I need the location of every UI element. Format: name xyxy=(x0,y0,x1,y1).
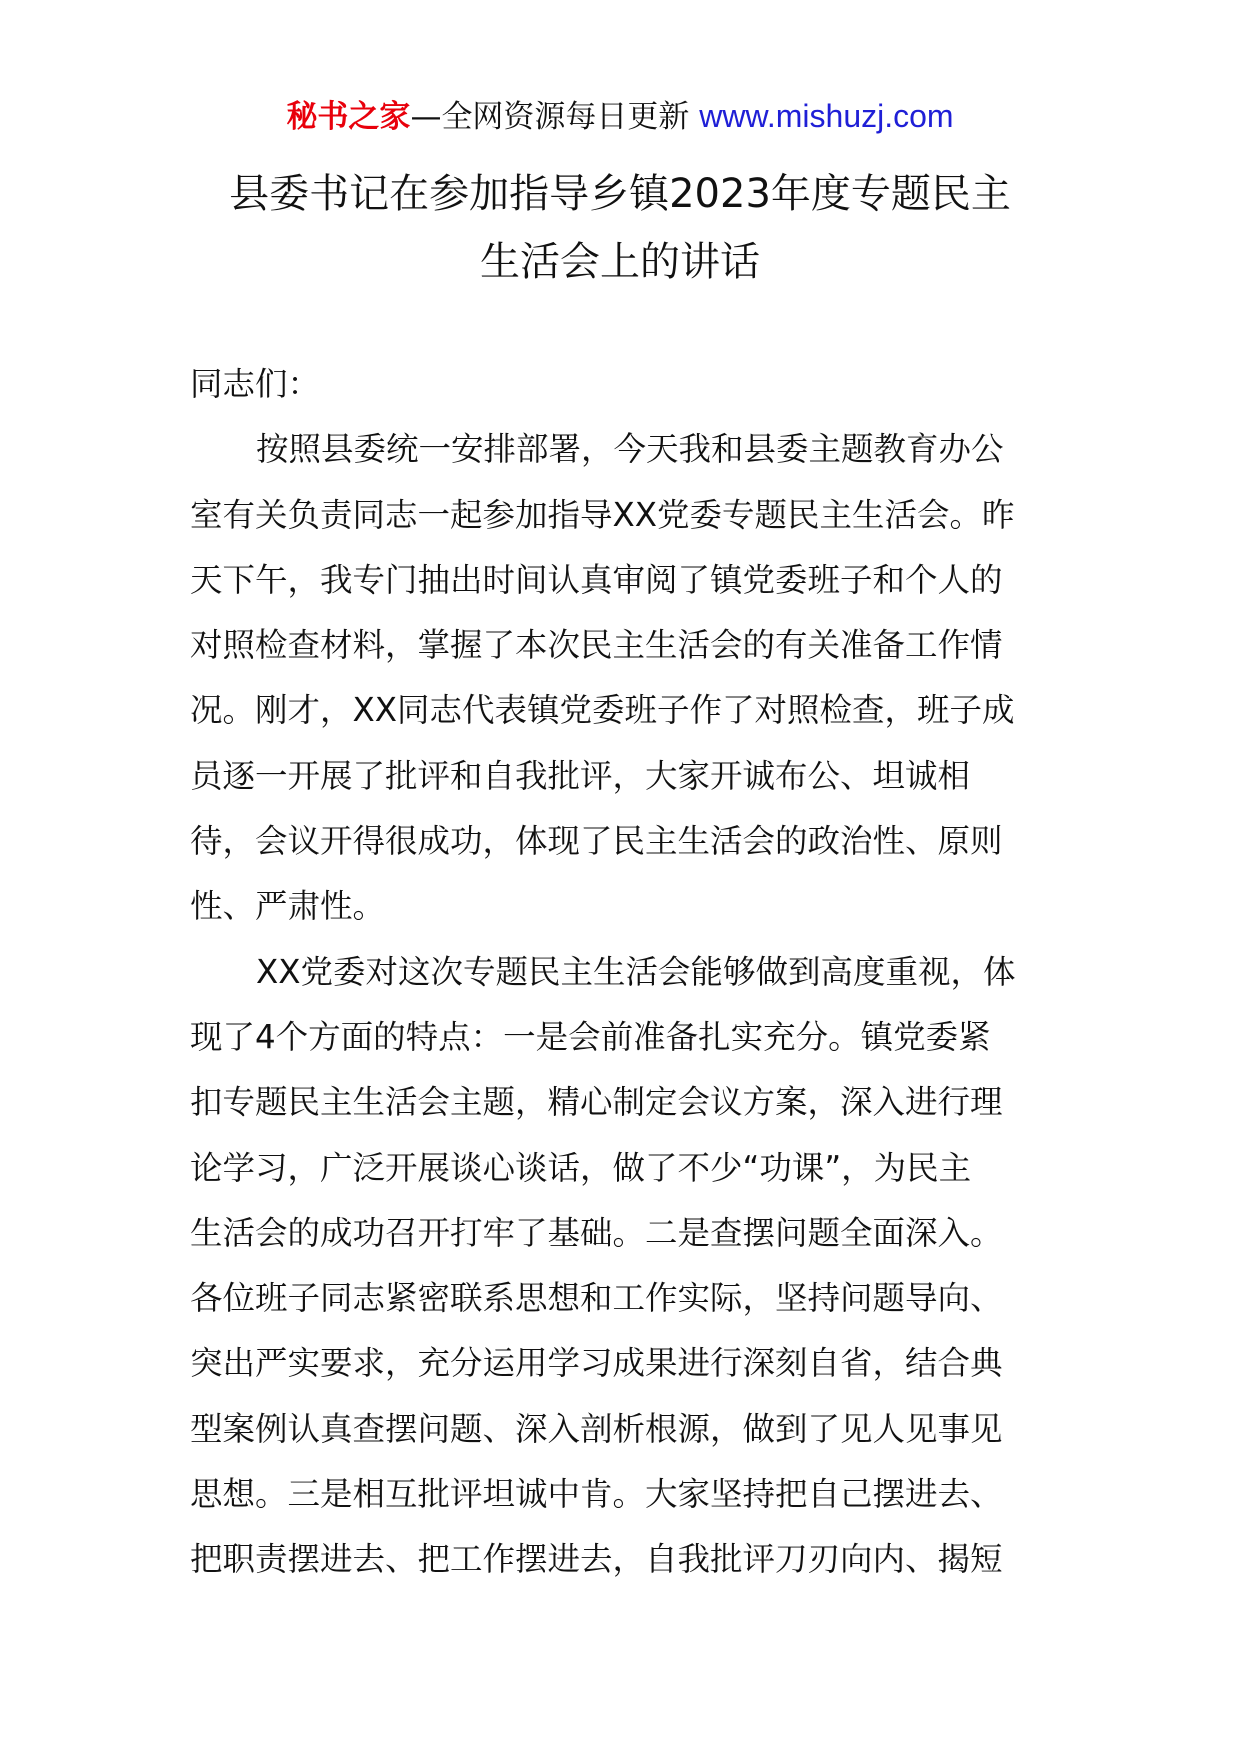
paragraph-line: XX党委对这次专题民主生活会能够做到高度重视，体 xyxy=(256,952,1016,991)
paragraph-line: 员逐一开展了批评和自我批评，大家开诚布公、坦诚相 xyxy=(190,756,971,795)
paragraph-line: 现了4个方面的特点：一是会前准备扎实充分。镇党委紧 xyxy=(190,1017,991,1056)
site-url[interactable]: www.mishuzj.com xyxy=(699,98,954,134)
paragraph-line: 型案例认真查摆问题、深入剖析根源，做到了见人见事见 xyxy=(190,1409,1003,1448)
paragraph-line: 论学习，广泛开展谈心谈话，做了不少“功课”，为民主 xyxy=(190,1148,972,1187)
paragraph-line: 按照县委统一安排部署，今天我和县委主题教育办公 xyxy=(256,430,1004,469)
paragraph-line: 思想。三是相互批评坦诚中肯。大家坚持把自己摆进去、 xyxy=(190,1475,1003,1514)
paragraph-line: 各位班子同志紧密联系思想和工作实际，坚持问题导向、 xyxy=(190,1279,1003,1318)
paragraph-line: 把职责摆进去、把工作摆进去，自我批评刀刃向内、揭短 xyxy=(190,1540,1003,1579)
salutation: 同志们： xyxy=(190,365,321,403)
header-slogan: —全网资源每日更新 xyxy=(410,99,700,135)
paragraph-line: 扣专题民主生活会主题，精心制定会议方案，深入进行理 xyxy=(190,1083,1003,1122)
paragraph-line: 待，会议开得很成功，体现了民主生活会的政治性、原则 xyxy=(190,822,1003,861)
paragraph-line: 性、严肃性。 xyxy=(190,887,386,926)
paragraph-line: 室有关负责同志一起参加指导XX党委专题民主生活会。昨 xyxy=(190,495,1015,534)
brand-name: 秘书之家 xyxy=(286,99,411,135)
site-header xyxy=(0,96,1240,137)
paragraph-line: 突出严实要求，充分运用学习成果进行深刻自省，结合典 xyxy=(190,1344,1003,1383)
document-body xyxy=(190,352,1060,1593)
title-line: 生活会上的讲话 xyxy=(480,239,760,285)
paragraph-line: 生活会的成功召开打牢了基础。二是查摆问题全面深入。 xyxy=(190,1213,1003,1252)
paragraph-line: 对照检查材料，掌握了本次民主生活会的有关准备工作情 xyxy=(190,626,1003,665)
title-line: 县委书记在参加指导乡镇2023年度专题民主 xyxy=(229,171,1011,217)
document-title xyxy=(150,160,1090,296)
paragraph-line: 况。刚才，XX同志代表镇党委班子作了对照检查，班子成 xyxy=(190,691,1015,730)
paragraph-line: 天下午，我专门抽出时间认真审阅了镇党委班子和个人的 xyxy=(190,560,1003,599)
